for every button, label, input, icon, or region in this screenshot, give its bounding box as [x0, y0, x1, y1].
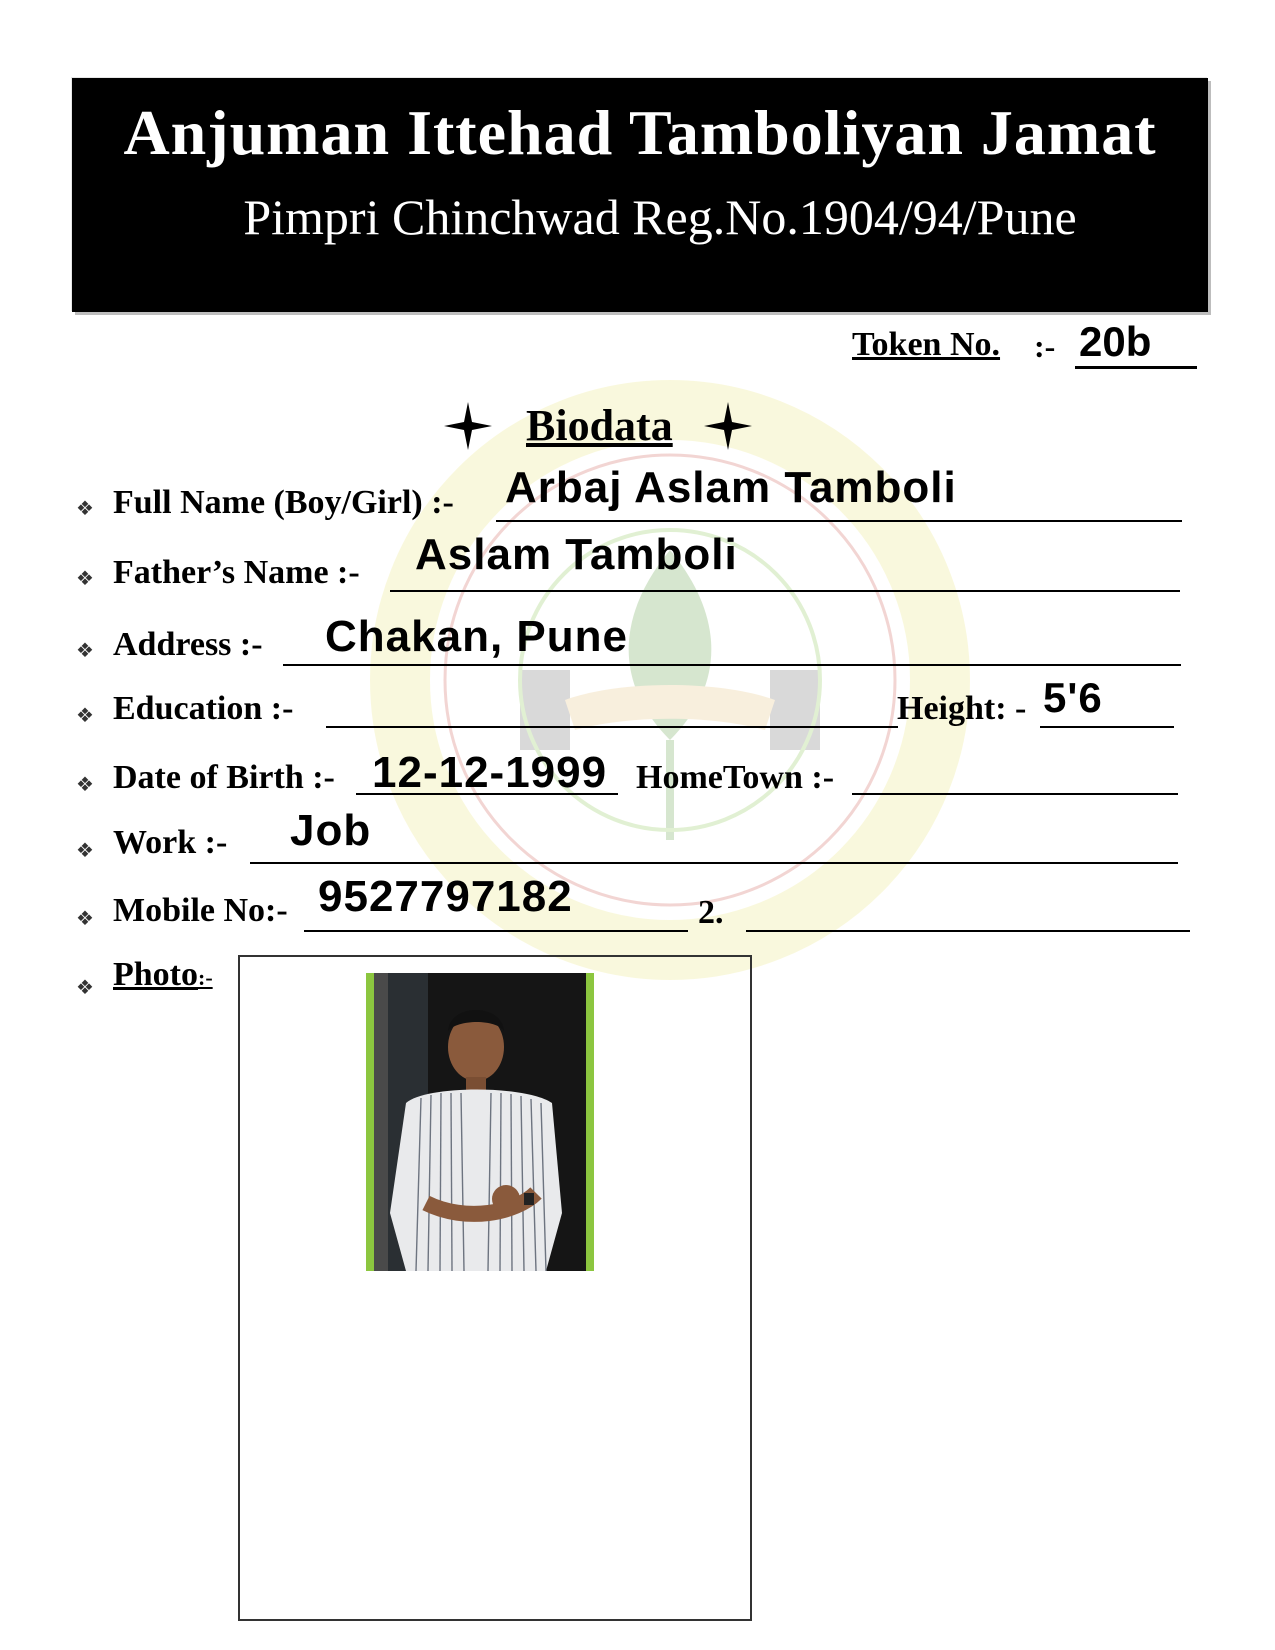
mobile-label: Mobile No:- — [113, 892, 288, 929]
father-name-value: Aslam Tamboli — [415, 530, 738, 579]
registration-subtitle: Pimpri Chinchwad Reg.No.1904/94/Pune — [243, 189, 1077, 245]
full-name-value: Arbaj Aslam Tamboli — [505, 463, 957, 512]
organization-title: Anjuman Ittehad Tamboliyan Jamat — [123, 97, 1157, 168]
token-label: Token No. — [852, 326, 1001, 363]
education-field[interactable] — [326, 726, 898, 728]
dob-value: 12-12-1999 — [372, 748, 608, 797]
full-name-field[interactable] — [496, 520, 1182, 522]
address-label: Address :- — [113, 626, 263, 663]
bullet-icon: ❖ — [76, 498, 94, 520]
father-name-label: Father’s Name :- — [113, 554, 360, 591]
profile-photo — [366, 973, 594, 1271]
bullet-icon: ❖ — [76, 977, 94, 999]
bullet-icon: ❖ — [76, 705, 94, 727]
height-field[interactable] — [1040, 726, 1174, 728]
token-line — [1075, 366, 1197, 369]
photo-label-suffix: :- — [198, 965, 213, 990]
address-field[interactable] — [283, 664, 1181, 666]
education-label: Education :- — [113, 690, 294, 727]
mobile2-field[interactable] — [746, 930, 1190, 932]
bullet-icon: ❖ — [76, 568, 94, 590]
hometown-label: HomeTown :- — [636, 759, 835, 796]
work-field[interactable] — [250, 862, 1178, 864]
mobile2-label: 2. — [698, 894, 724, 931]
token-separator: :- — [1034, 328, 1056, 364]
photo-label: Photo — [113, 956, 198, 993]
father-name-field[interactable] — [390, 590, 1180, 592]
token-value: 20b — [1079, 318, 1152, 365]
mobile-value: 9527797182 — [318, 872, 573, 921]
bullet-icon: ❖ — [76, 908, 94, 930]
height-label: Height: - — [897, 690, 1027, 727]
header-banner — [72, 78, 1208, 312]
star-right-icon — [700, 398, 756, 454]
dob-label: Date of Birth :- — [113, 759, 335, 796]
work-value: Job — [290, 806, 372, 855]
address-value: Chakan, Pune — [325, 612, 628, 661]
biodata-heading: Biodata — [526, 401, 673, 450]
hometown-field[interactable] — [852, 793, 1178, 795]
mobile-field[interactable] — [304, 930, 688, 932]
bullet-icon: ❖ — [76, 774, 94, 796]
height-value: 5'6 — [1043, 674, 1103, 721]
work-label: Work :- — [113, 824, 228, 861]
bullet-icon: ❖ — [76, 840, 94, 862]
star-left-icon — [440, 398, 496, 454]
bullet-icon: ❖ — [76, 640, 94, 662]
full-name-label: Full Name (Boy/Girl) :- — [113, 484, 454, 521]
